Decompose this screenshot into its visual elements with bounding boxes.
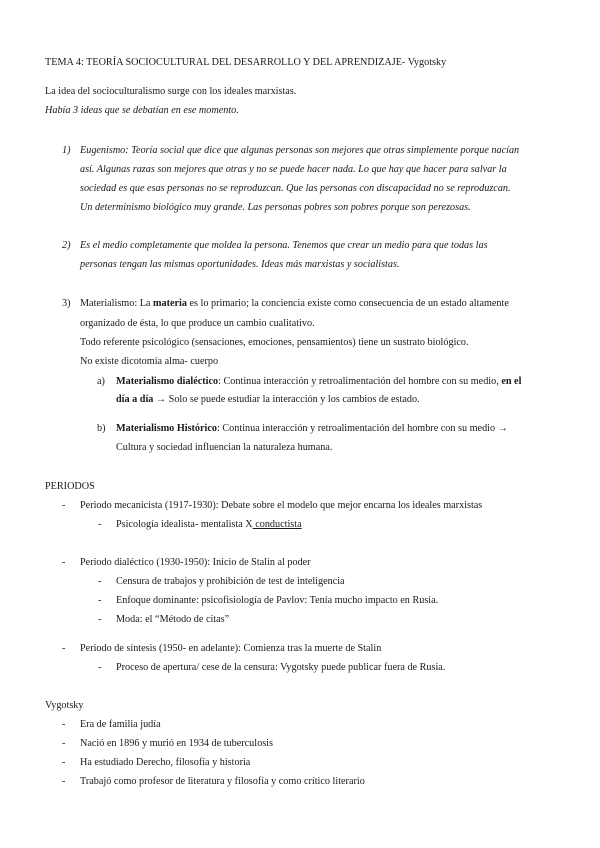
- periodo-1-sub: [116, 519, 302, 531]
- idea-2-number: 2): [62, 240, 71, 251]
- idea-2-line-2: personas tengan las mismas oportunidades. Ideas más marxistas y socialistas.: [80, 259, 400, 270]
- periodo-2-sub-1: Censura de trabajos y prohibición de test de inteligencia: [116, 576, 345, 587]
- periodo-2-sub-1-bullet: -: [98, 576, 102, 587]
- periodo-2-sub-3-bullet: -: [98, 614, 102, 625]
- document-title: TEMA 4: TEORÍA SOCIOCULTURAL DEL DESARROLLO Y DEL APRENDIZAJE- Vygotsky: [45, 57, 447, 68]
- idea-2-line-1: Es el medio completamente que moldea la persona. Tenemos que crear un medio para que todas las: [80, 240, 488, 251]
- periodo-2-bullet: -: [62, 557, 66, 568]
- periodo-3-text: Periodo de síntesis (1950- en adelante): Comienza tras la muerte de Stalin: [80, 643, 382, 654]
- sub-a-line-2-bold: día a día: [116, 394, 154, 405]
- periodo-3-bullet: -: [62, 643, 66, 654]
- vygotsky-bullet-4: -: [62, 776, 66, 787]
- idea-3-line-2: organizado de ésta, lo que produce un cambio cualitativo.: [80, 318, 315, 329]
- vygotsky-bullet-3: -: [62, 757, 66, 768]
- vygotsky-bullet-2: -: [62, 738, 66, 749]
- vygotsky-item-4: Trabajó como profesor de literatura y filosofía y como crítico literario: [80, 776, 365, 787]
- sub-a-bold-2: en el: [501, 376, 522, 387]
- periodo-2-sub-2-bullet: -: [98, 595, 102, 606]
- idea-3-number: 3): [62, 298, 71, 309]
- arrow-icon: →: [497, 423, 508, 434]
- periodo-3-sub-1: Proceso de apertura/ cese de la censura: Vygotsky puede publicar fuera de Rusia.: [116, 662, 446, 673]
- sub-a-line-2: [116, 394, 420, 406]
- sub-b-text: : Continua interacción y retroalimentación del hombre con su medio: [217, 423, 498, 434]
- sub-a-text: : Continua interacción y retroalimentación del hombre con su medio,: [218, 376, 502, 387]
- intro-line-2: Había 3 ideas que se debatían en ese momento.: [45, 105, 239, 116]
- periodo-1-text: Periodo mecanicista (1917-1930): Debate sobre el modelo que mejor encarna los ideales marxistas: [80, 500, 483, 511]
- sub-b-bold: Materialismo Histórico: [116, 423, 217, 434]
- sub-a-bold: Materialismo dialéctico: [116, 376, 219, 387]
- vygotsky-item-2: Nació en 1896 y murió en 1934 de tuberculosis: [80, 738, 273, 749]
- arrow-icon: →: [155, 394, 167, 405]
- idea-1-line-2: así. Algunas razas son mejores que otras y no se puede hacer nada. Lo que hay que hacer para salvar la: [80, 164, 507, 175]
- intro-line-1: La idea del socioculturalismo surge con los ideales marxistas.: [45, 86, 297, 97]
- periodo-1-sub-bullet: -: [98, 519, 102, 530]
- periodo-1-sub-a: Psicología idealista- mentalista X: [116, 519, 253, 530]
- sub-b-line-2: Cultura y sociedad influencian la naturaleza humana.: [116, 442, 333, 453]
- vygotsky-heading: Vygotsky: [45, 700, 84, 711]
- periodo-1-bullet: -: [62, 500, 66, 511]
- idea-3-line-1: [80, 298, 509, 310]
- vygotsky-item-3: Ha estudiado Derecho, filosofía y historia: [80, 757, 251, 768]
- idea-3-line-3: Todo referente psicológico (sensaciones, emociones, pensamientos) tiene un sustrato biológico.: [80, 337, 469, 348]
- periodo-2-sub-3: Moda: el “Método de citas”: [116, 614, 230, 625]
- periodo-2-text: Periodo dialéctico (1930-1950): Inicio de Stalin al poder: [80, 557, 311, 568]
- idea-3-line-1-a: Materialismo: La: [80, 298, 153, 309]
- sub-b-letter: b): [97, 423, 106, 434]
- idea-3-line-4: No existe dicotomía alma- cuerpo: [80, 356, 219, 367]
- vygotsky-item-1: Era de familia judía: [80, 719, 161, 730]
- idea-1-number: 1): [62, 145, 71, 156]
- idea-3-line-1-bold: materia: [153, 298, 187, 309]
- vygotsky-bullet-1: -: [62, 719, 66, 730]
- periodo-2-sub-2: Enfoque dominante: psicofisiología de Pavlov: Tenía mucho impacto en Rusia.: [116, 595, 439, 606]
- sub-a-letter: a): [97, 376, 105, 387]
- idea-1-line-3: sociedad es que esas personas no se reproduzcan. Que las personas con discapacidad no se reproduzcan.: [80, 183, 511, 194]
- sub-b-line-1: [116, 423, 508, 435]
- sub-a-line-1: [116, 376, 521, 388]
- idea-1-line-4: Un determinismo biológico muy grande. Las personas pobres son pobres porque son perezosas.: [80, 202, 471, 213]
- periodo-3-sub-1-bullet: -: [98, 662, 102, 673]
- periodos-heading: PERIODOS: [45, 481, 95, 492]
- periodo-1-sub-b: conductista: [252, 519, 302, 530]
- sub-a-line-2-text: Solo se puede estudiar la interacción y los cambios de estado.: [166, 394, 420, 405]
- idea-3-line-1-b: es lo primario; la conciencia existe como consecuencia de un estado altamente: [186, 298, 509, 309]
- idea-1-line-1: Eugenismo: Teoría social que dice que algunas personas son mejores que otras simplemente porque nacían: [80, 145, 520, 156]
